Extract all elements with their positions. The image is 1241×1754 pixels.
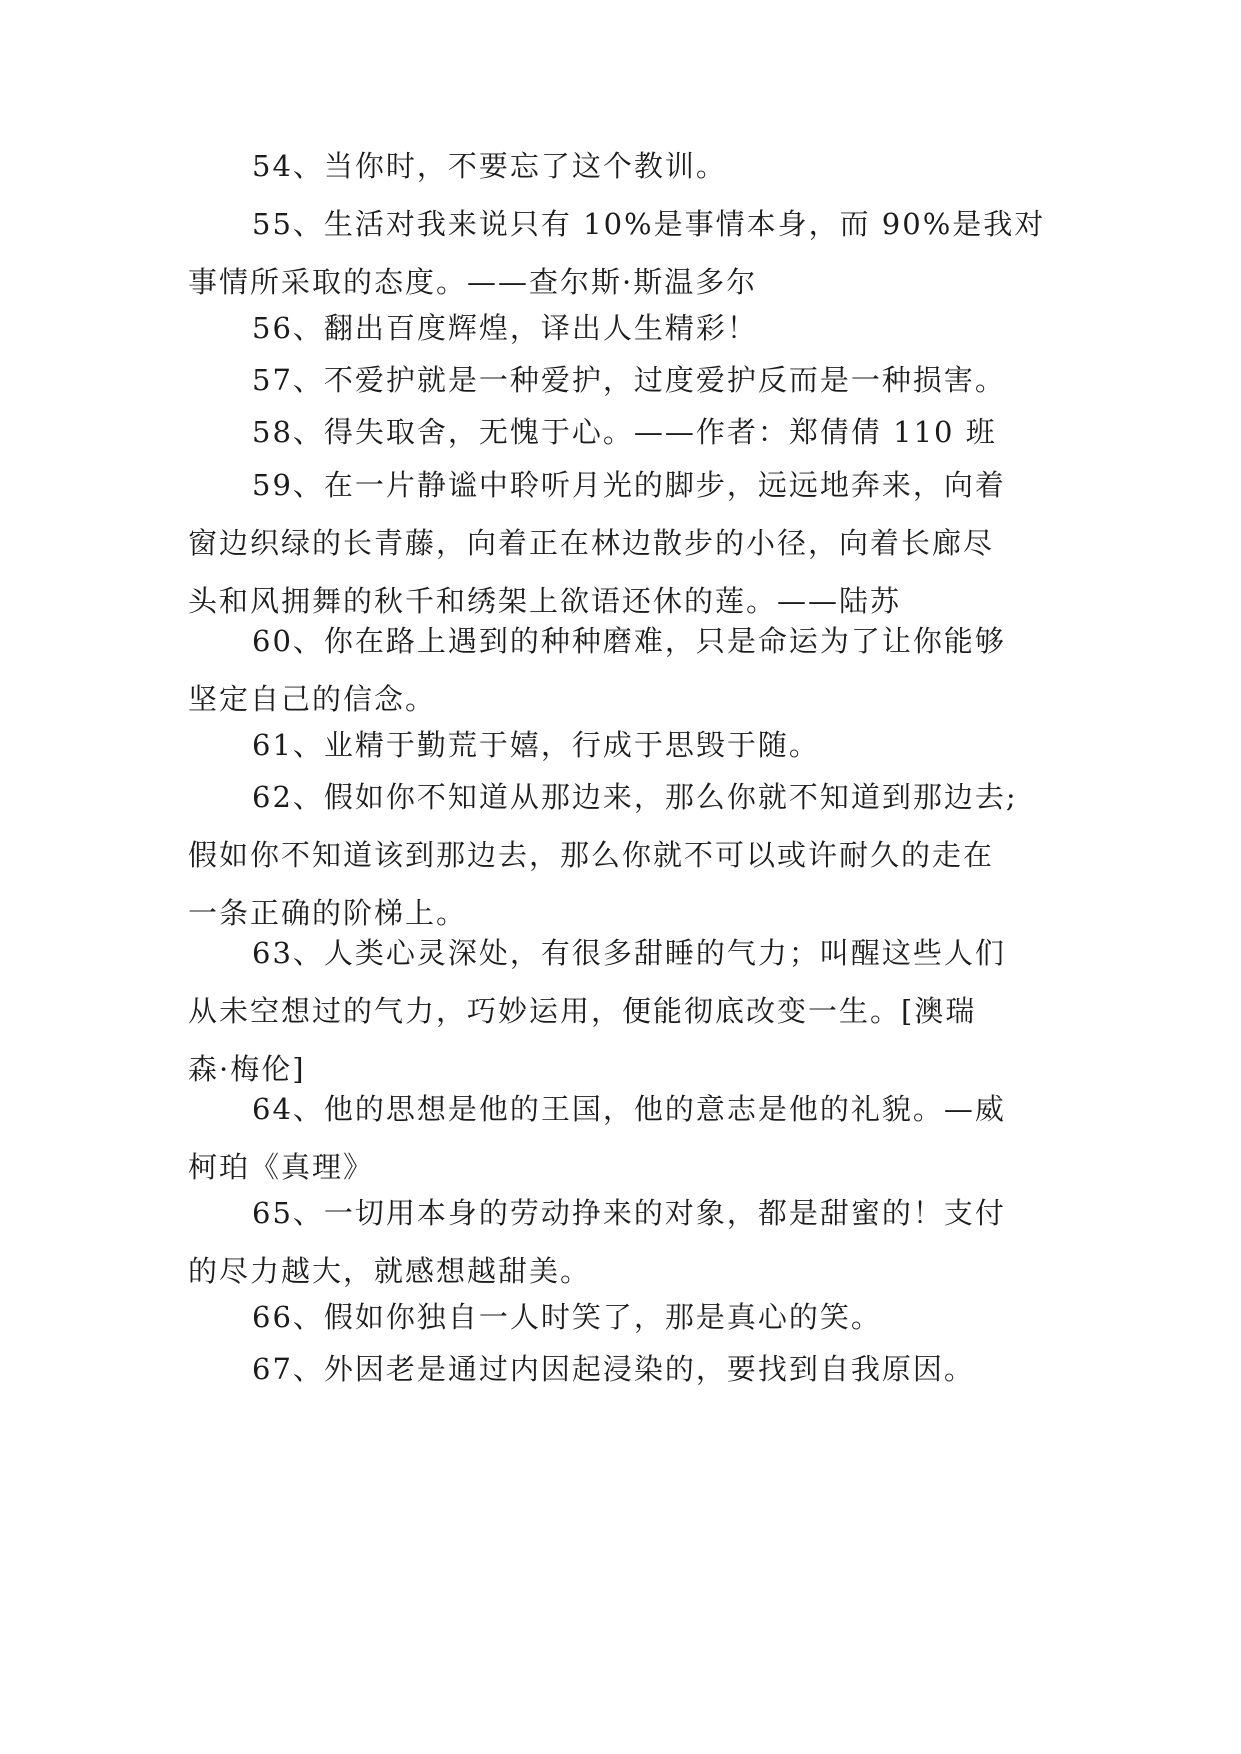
quote-65: 65、一切用本身的劳动挣来的对象，都是甜蜜的！支付 的尽力越大，就感想越甜美。 <box>188 1196 1006 1288</box>
quote-58: 58、得失取舍，无愧于心。——作者：郑倩倩 110 班 <box>252 415 997 449</box>
quote-54: 54、当你时，不要忘了这个教训。 <box>252 149 727 183</box>
quote-61: 61、业精于勤荒于嬉，行成于思毁于随。 <box>252 728 820 762</box>
quote-62: 62、假如你不知道从那边来，那么你就不知道到那边去; 假如你不知道该到那边去，那么你就不可以或许耐久的走在 一条正确的阶梯上。 <box>188 780 1018 930</box>
quote-64: 64、他的思想是他的王国，他的意志是他的礼貌。—威 柯珀《真理》 <box>188 1092 1006 1184</box>
quote-59: 59、在一片静谧中聆听月光的脚步，远远地奔来，向着 窗边织绿的长青藤，向着正在林边散步的小径，向着长廊尽 头和风拥舞的秋千和绣架上欲语还休的莲。——陆苏 <box>188 468 1006 618</box>
quote-60: 60、你在路上遇到的种种磨难，只是命运为了让你能够 坚定自己的信念。 <box>188 624 1006 716</box>
quote-55: 55、生活对我来说只有 10%是事情本身，而 90%是我对 事情所采取的态度。——查尔斯·斯温多尔 <box>188 207 1046 299</box>
quote-67: 67、外因老是通过内因起浸染的，要找到自我原因。 <box>252 1352 975 1386</box>
quote-57: 57、不爱护就是一种爱护，过度爱护反而是一种损害。 <box>252 363 1006 397</box>
quote-66: 66、假如你独自一人时笑了，那是真心的笑。 <box>252 1300 882 1334</box>
quote-56: 56、翻出百度辉煌，译出人生精彩！ <box>252 311 758 345</box>
quote-63: 63、人类心灵深处，有很多甜睡的气力；叫醒这些人们 从未空想过的气力，巧妙运用，便能彻底改变一生。[澳瑞 森·梅伦] <box>188 936 1006 1086</box>
